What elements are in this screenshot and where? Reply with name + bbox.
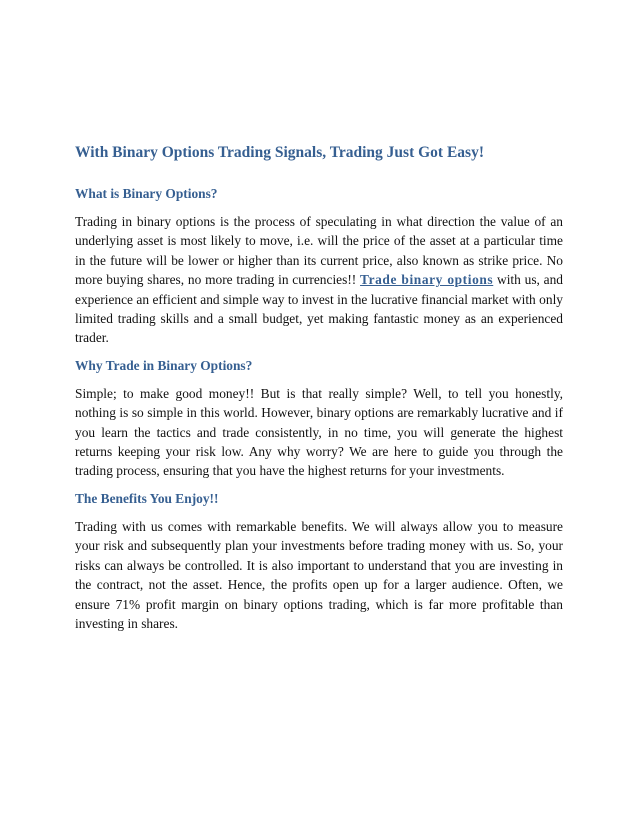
- section-heading-why-trade: Why Trade in Binary Options?: [75, 357, 253, 373]
- document-title: With Binary Options Trading Signals, Trading Just Got Easy!: [75, 144, 484, 161]
- section-heading-what-is: What is Binary Options?: [75, 186, 218, 201]
- trade-binary-options-link[interactable]: Trade binary options: [360, 272, 494, 288]
- document-page: [75, 142, 563, 641]
- section-heading-benefits: The Benefits You Enjoy!!: [75, 490, 219, 506]
- section-body-why-trade: Simple; to make good money!! But is that really simple? Well, to tell you honestly, nothing is so simple in this world. However, binary options are remarkably lucrative and if you learn the tactics and trade consistently, in no time, you will generate the highest returns keeping your risk low. Any why worry? We are here to guide you through the trading process, ensuring that you have the highest returns for your investments.: [75, 385, 563, 479]
- section-body-what-is: [75, 212, 563, 348]
- section-body-benefits: Trading with us comes with remarkable benefits. We will always allow you to measure your risk and subsequently plan your investments before trading money with us. So, your risks can always be controlled. It is also important to understand that you are investing in the contract, not the asset. Hence, the profits open up for a larger audience. Often, we ensure 71% profit margin on binary options trading, which is far more profitable than investing in shares.: [75, 518, 563, 631]
- body-text-before-link: Trading in binary options is the process of speculating in what direction the value of an underlying asset is most likely to move, i.e. will the price of the asset at a particular time in the future will be lower or higher than its current price, also known as strike price. No more buying shares, no more trading in currencies!!: [75, 214, 563, 288]
- body-text-after-link: with us, and experience an efficient and simple way to invest in the lucrative financial market with only limited trading skills and a small budget, yet making fantastic money as an experienced trader.: [75, 272, 564, 346]
